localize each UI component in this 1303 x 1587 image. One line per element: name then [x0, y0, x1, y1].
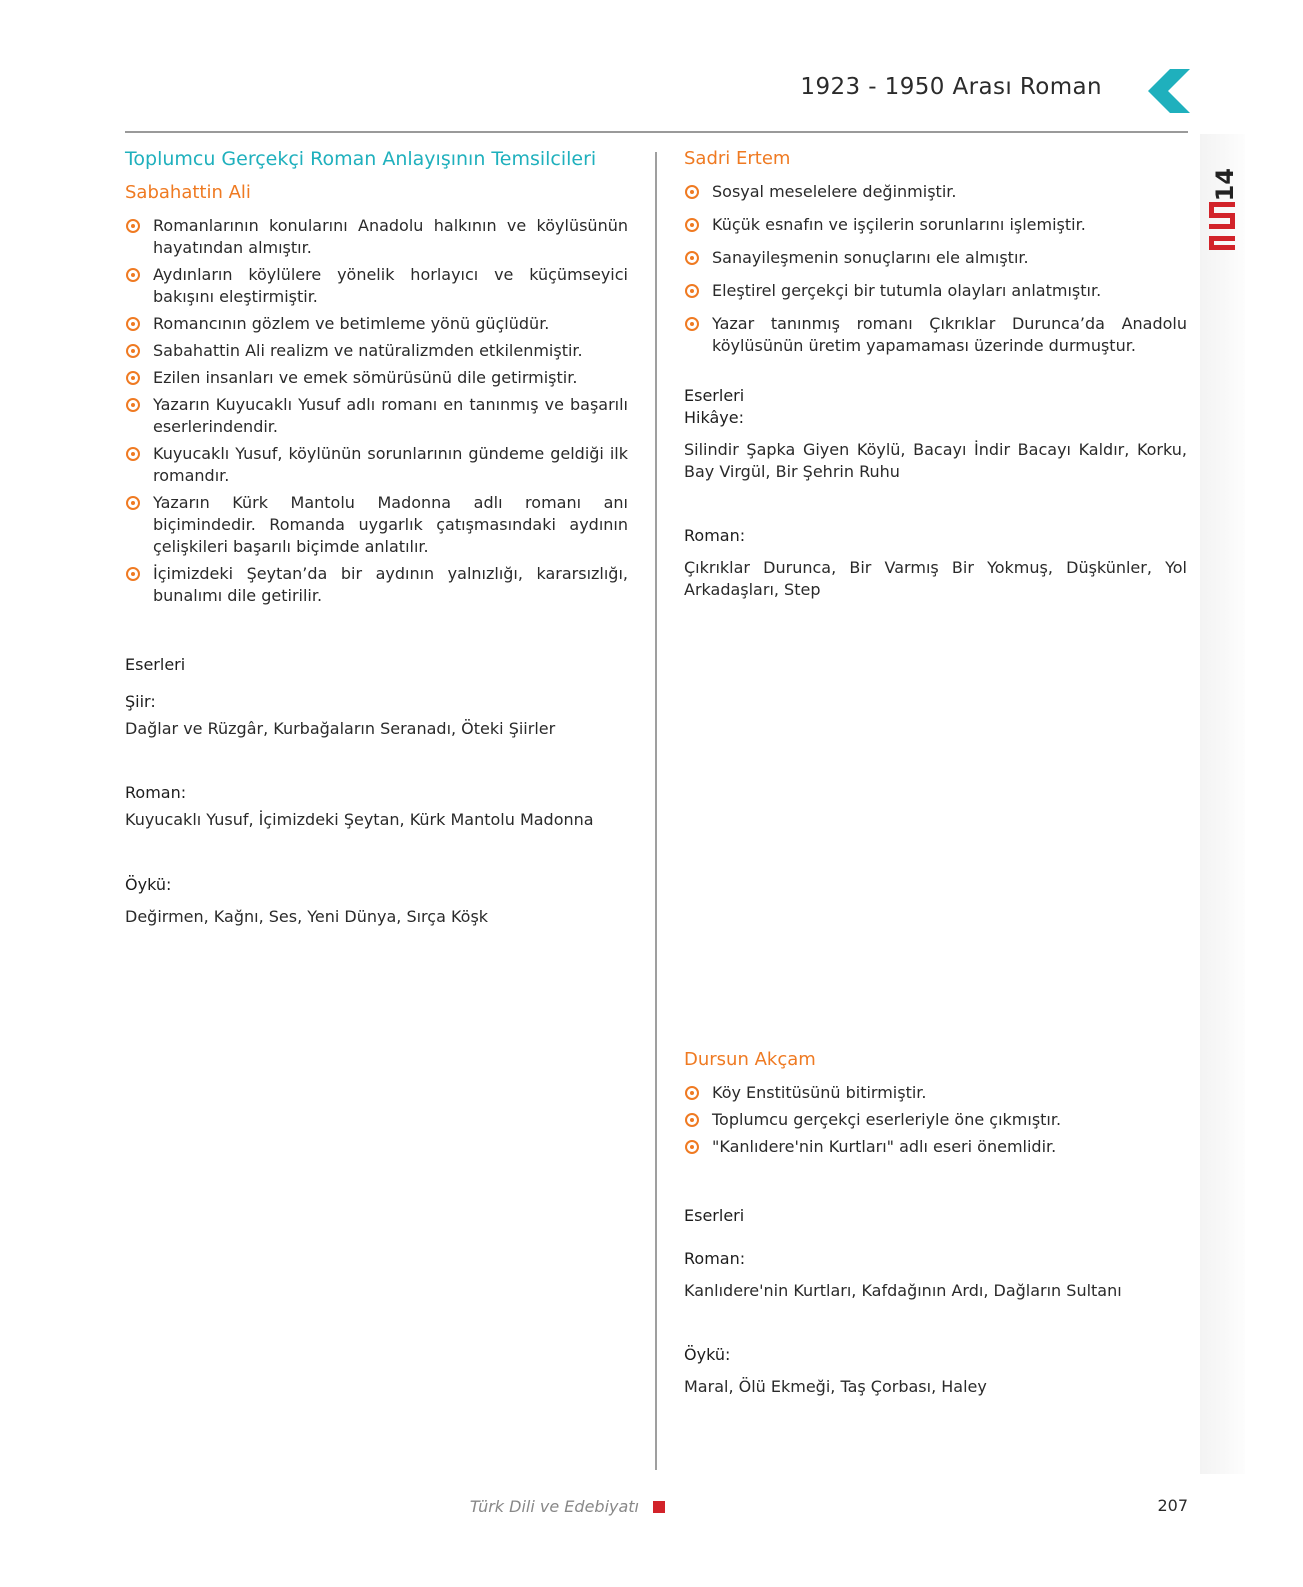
bullet-icon [685, 185, 699, 199]
list-item: İçimizdeki Şeytan’da bir aydının yalnızlığı, kararsızlığı, bunalımı dile getirilir. [125, 563, 628, 607]
poetry-works: Dağlar ve Rüzgâr, Kurbağaların Seranadı, Öteki Şiirler [125, 719, 556, 738]
list-item: Sabahattin Ali realizm ve natüralizmden etkilenmiştir. [125, 340, 628, 362]
column-divider [655, 152, 657, 1470]
list-item: "Kanlıdere'nin Kurtları" adlı eseri önemlidir. [684, 1136, 1187, 1158]
bullet-icon [685, 284, 699, 298]
author-name-dursun-akcam: Dursun Akçam [684, 1049, 816, 1070]
bullet-icon [126, 371, 140, 385]
works-heading: Eserleri [684, 1206, 745, 1225]
list-item: Toplumcu gerçekçi eserleriyle öne çıkmıştır. [684, 1109, 1187, 1131]
list-item: Ezilen insanları ve emek sömürüsünü dile getirmiştir. [125, 367, 628, 389]
list-item: Romanlarının konularını Anadolu halkının ve köylüsünün hayatından almıştır. [125, 215, 628, 259]
bullet-icon [126, 317, 140, 331]
bullet-icon [126, 219, 140, 233]
list-item: Sanayileşmenin sonuçlarını ele almıştır. [684, 247, 1187, 269]
list-item: Yazar tanınmış romanı Çıkrıklar Durunca’da Anadolu köylüsünün üretim yapamaması üzerinde durmuştur. [684, 313, 1187, 357]
sabahattin-ali-bullet-list [125, 215, 628, 607]
bullet-icon [685, 1086, 699, 1100]
bullet-icon [685, 1113, 699, 1127]
list-item: Romancının gözlem ve betimleme yönü güçlüdür. [125, 313, 628, 335]
novel-works: Kuyucaklı Yusuf, İçimizdeki Şeytan, Kürk Mantolu Madonna [125, 810, 594, 829]
list-item: Sosyal meselelere değinmiştir. [684, 181, 1187, 203]
bullet-icon [685, 218, 699, 232]
unit-number: 14 [1211, 168, 1239, 202]
footer-book-title: Türk Dili ve Edebiyatı [469, 1497, 639, 1516]
story-works: Değirmen, Kağnı, Ses, Yeni Dünya, Sırça Köşk [125, 907, 489, 926]
list-item: Aydınların köylülere yönelik horlayıcı ve küçümseyici bakışını eleştirmiştir. [125, 264, 628, 308]
bullet-icon [126, 268, 140, 282]
story-label: Öykü: [684, 1345, 731, 1364]
story-works: Maral, Ölü Ekmeği, Taş Çorbası, Haley [684, 1377, 987, 1396]
header-divider [125, 131, 1188, 133]
dursun-akcam-bullet-list [684, 1082, 1187, 1158]
list-item: Yazarın Kuyucaklı Yusuf adlı romanı en tanınmış ve başarılı eserlerindendir. [125, 394, 628, 438]
novel-works: Kanlıdere'nin Kurtları, Kafdağının Ardı, Dağların Sultanı [684, 1281, 1122, 1300]
list-item: Kuyucaklı Yusuf, köylünün sorunlarının gündeme geldiği ilk romandır. [125, 443, 628, 487]
bullet-icon [126, 567, 140, 581]
page-number: 207 [1157, 1496, 1188, 1515]
story-label: Öykü: [125, 875, 172, 894]
story-works: Silindir Şapka Giyen Köylü, Bacayı İndir Bacayı Kaldır, Korku, Bay Virgül, Bir Şehrin Ruhu [684, 440, 1187, 481]
novel-label: Roman: [125, 783, 187, 802]
author-name-sadri-ertem: Sadri Ertem [684, 148, 791, 169]
side-margin-band [1200, 134, 1245, 1474]
left-column [125, 148, 628, 928]
footer-square-icon [653, 1501, 665, 1513]
section-heading: Toplumcu Gerçekçi Roman Anlayışının Temsilcileri [125, 148, 597, 170]
bullet-icon [685, 317, 699, 331]
novel-label: Roman: [684, 1249, 746, 1268]
poetry-label: Şiir: [125, 692, 156, 711]
novel-works: Çıkrıklar Durunca, Bir Varmış Bir Yokmuş, Düşkünler, Yol Arkadaşları, Step [684, 558, 1187, 599]
list-item: Küçük esnafın ve işçilerin sorunlarını işlemiştir. [684, 214, 1187, 236]
list-item: Eleştirel gerçekçi bir tutumla olayları anlatmıştır. [684, 280, 1187, 302]
right-column [684, 148, 1187, 1398]
bullet-icon [126, 398, 140, 412]
list-item: Köy Enstitüsünü bitirmiştir. [684, 1082, 1187, 1104]
chapter-title: 1923 - 1950 Arası Roman [800, 74, 1102, 100]
author-name-sabahattin-ali: Sabahattin Ali [125, 182, 251, 203]
bullet-icon [126, 447, 140, 461]
bullet-icon [685, 251, 699, 265]
works-heading: Eserleri [684, 386, 745, 405]
chevron-left-icon [1148, 69, 1190, 113]
novel-label: Roman: [684, 526, 746, 545]
bullet-icon [126, 496, 140, 510]
bullet-icon [685, 1140, 699, 1154]
unit-logo-icon [1209, 202, 1235, 250]
story-label: Hikâye: [684, 408, 744, 427]
list-item: Yazarın Kürk Mantolu Madonna adlı romanı anı biçimindedir. Romanda uygarlık çatışmasındaki aydının çelişkileri başarılı biçimde anlatılır. [125, 492, 628, 558]
unit-tab [1203, 150, 1243, 260]
bullet-icon [126, 344, 140, 358]
sadri-ertem-bullet-list [684, 181, 1187, 357]
works-heading: Eserleri [125, 655, 186, 674]
